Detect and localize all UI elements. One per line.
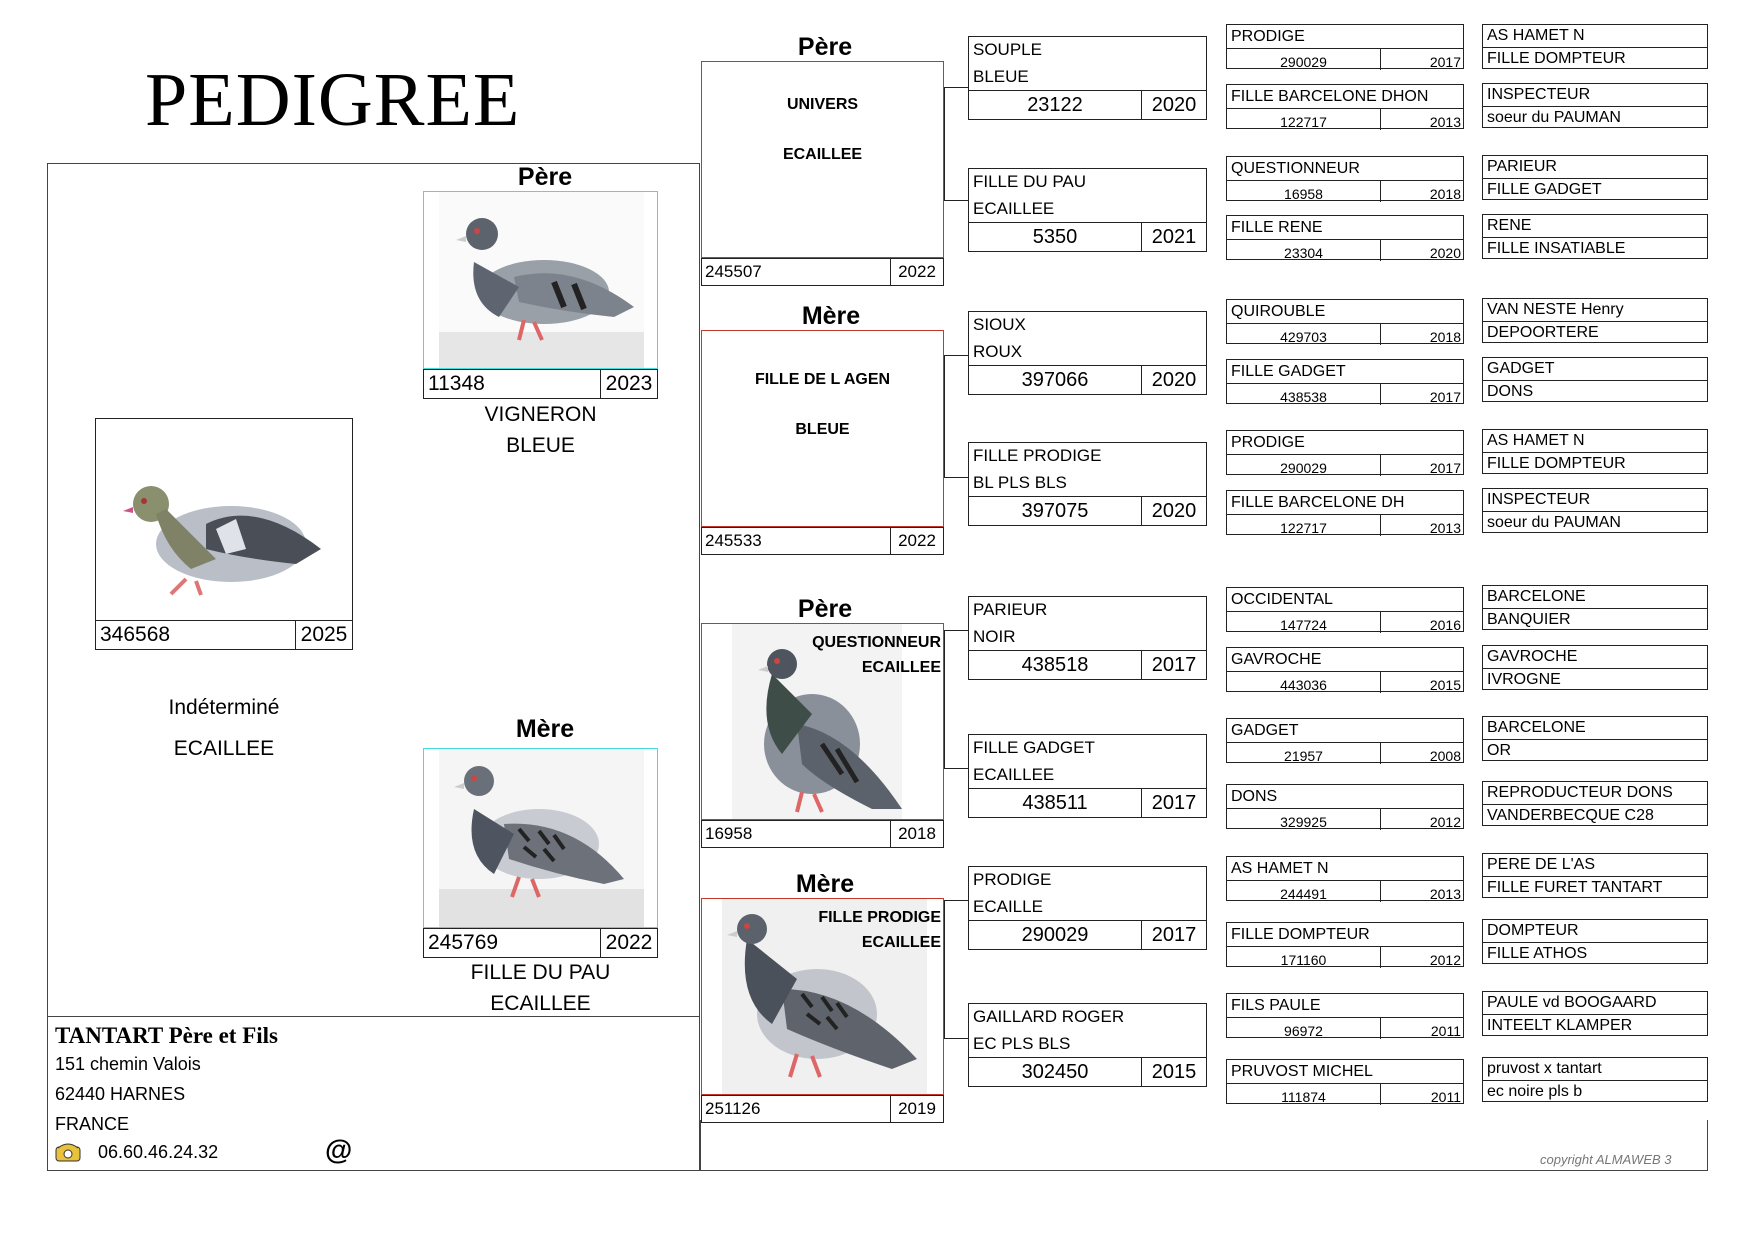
gen4-year: 2011 — [1430, 1089, 1461, 1105]
connector-line — [944, 900, 945, 1038]
pigeon-image — [424, 192, 657, 368]
connector-line — [944, 630, 968, 631]
gen4-ring: 147724 — [1227, 612, 1381, 633]
gen5-dam: ec noire pls b — [1487, 1083, 1583, 1100]
gen3-ring: 302450 — [969, 1058, 1142, 1086]
gen4-box — [1226, 299, 1464, 344]
gen4-box — [1226, 359, 1464, 404]
gen5-dam: IVROGNE — [1487, 671, 1561, 688]
connector-line — [944, 477, 968, 478]
email-icon[interactable]: @ — [325, 1134, 353, 1165]
gen5-sire: GADGET — [1483, 358, 1707, 381]
breeder-name: TANTART Père et Fils — [55, 1023, 278, 1048]
gen4-name: AS HAMET N — [1227, 857, 1463, 881]
gen3-line2: BLEUE — [973, 67, 1029, 86]
gen4-name: PRODIGE — [1227, 25, 1463, 49]
gm-pat-box — [701, 330, 944, 527]
gen4-box — [1226, 84, 1464, 129]
gen5-sire: PERE DE L'AS — [1483, 854, 1707, 877]
connector-line — [944, 200, 968, 201]
gen4-box — [1226, 647, 1464, 692]
gen3-year: 2020 — [1151, 499, 1197, 522]
father-year: 2023 — [605, 372, 653, 395]
gen3-year: 2021 — [1151, 225, 1197, 248]
gm-mat-color: ECAILLEE — [861, 934, 941, 951]
gen5-box — [1482, 716, 1708, 761]
mother-year: 2022 — [605, 931, 653, 954]
gen3-year: 2020 — [1151, 368, 1197, 391]
gen5-box — [1482, 781, 1708, 826]
gen4-year: 2012 — [1429, 814, 1461, 830]
gm-mat-box — [701, 898, 944, 1095]
gen3-line2: EC PLS BLS — [973, 1034, 1071, 1053]
connector-line — [944, 900, 968, 901]
gen4-box — [1226, 215, 1464, 260]
breeder-city: 62440 HARNES — [55, 1084, 186, 1104]
gen4-year: 2011 — [1430, 1023, 1461, 1039]
gen3-box — [968, 36, 1207, 120]
gen5-sire: GAVROCHE — [1483, 646, 1707, 669]
gen4-box — [1226, 24, 1464, 69]
gen4-ring: 122717 — [1227, 109, 1381, 130]
gen4-name: FILLE BARCELONE DHON — [1227, 85, 1463, 109]
gen4-name: FILS PAULE — [1227, 994, 1463, 1018]
father-ring-box — [423, 369, 658, 399]
gen4-box — [1226, 784, 1464, 829]
connector-line — [944, 355, 945, 477]
gen5-dam: VANDERBECQUE C28 — [1487, 807, 1654, 824]
gen4-year: 2017 — [1429, 54, 1461, 70]
gf-pat-ring: 245507 — [702, 259, 891, 285]
gf-pat-year: 2022 — [898, 262, 936, 281]
gen4-ring: 122717 — [1227, 515, 1381, 536]
gen5-dam: FILLE DOMPTEUR — [1487, 50, 1626, 67]
gen5-box — [1482, 585, 1708, 630]
gen4-year: 2017 — [1429, 389, 1461, 405]
mother-name: FILLE DU PAU — [470, 961, 611, 984]
gen5-box — [1482, 919, 1708, 964]
gen3-box — [968, 168, 1207, 252]
gen4-ring: 111874 — [1227, 1084, 1381, 1105]
gen3-box — [968, 866, 1207, 950]
gen4-box — [1226, 430, 1464, 475]
gen4-ring: 23304 — [1227, 240, 1381, 261]
gm-pat-ring-box — [701, 527, 944, 555]
gen3-ring: 23122 — [969, 91, 1142, 119]
pigeon-image — [424, 749, 657, 927]
gf-mat-name: QUESTIONNEUR — [812, 634, 941, 651]
connector-line — [944, 630, 945, 768]
gen3-year: 2017 — [1151, 791, 1197, 814]
gf-mat-year: 2018 — [898, 824, 936, 843]
subject-ring-box — [95, 620, 353, 650]
gen4-box — [1226, 1059, 1464, 1104]
gf-pat-box — [701, 61, 944, 258]
gen3-ring: 438511 — [969, 789, 1142, 817]
father-photo — [423, 191, 658, 369]
mother-color: ECAILLEE — [490, 992, 591, 1015]
gen4-name: FILLE BARCELONE DH — [1227, 491, 1463, 515]
gen3-box — [968, 442, 1207, 526]
gen3-box — [968, 1003, 1207, 1087]
gen5-sire: AS HAMET N — [1483, 25, 1707, 48]
gen3-line1: FILLE PRODIGE — [973, 446, 1102, 465]
gen5-dam: OR — [1487, 742, 1511, 759]
mother-ring-box — [423, 928, 658, 958]
gf-pat-color: ECAILLEE — [782, 146, 863, 163]
gen4-name: OCCIDENTAL — [1227, 588, 1463, 612]
gen5-sire: PAULE vd BOOGAARD — [1483, 992, 1707, 1015]
gen3-ring: 397075 — [969, 497, 1142, 525]
gen3-ring: 290029 — [969, 921, 1142, 949]
gf-pat-header: Père — [797, 33, 853, 61]
subject-photo-frame — [95, 418, 353, 621]
connector-line — [944, 768, 968, 769]
gen3-year: 2017 — [1151, 923, 1197, 946]
gen3-line2: BL PLS BLS — [973, 473, 1067, 492]
gen5-dam: BANQUIER — [1487, 611, 1571, 628]
gen4-year: 2013 — [1429, 886, 1461, 902]
copyright: copyright ALMAWEB 3 — [1540, 1152, 1672, 1167]
gen4-name: FILLE RENE — [1227, 216, 1463, 240]
gf-mat-header: Père — [797, 595, 853, 623]
gen5-sire: REPRODUCTEUR DONS — [1483, 782, 1707, 805]
gen4-year: 2012 — [1429, 952, 1461, 968]
gen4-box — [1226, 993, 1464, 1038]
gen3-line1: FILLE GADGET — [973, 738, 1095, 757]
gen3-line2: ROUX — [973, 342, 1023, 361]
connector-line — [944, 355, 968, 356]
gf-pat-name: UNIVERS — [786, 96, 859, 113]
gen5-dam: INTEELT KLAMPER — [1487, 1017, 1633, 1034]
gen5-box — [1482, 155, 1708, 200]
gen4-ring: 443036 — [1227, 672, 1381, 693]
pigeon-image — [702, 899, 943, 1094]
page-title: PEDIGREE — [145, 58, 521, 142]
gen5-sire: INSPECTEUR — [1483, 84, 1707, 107]
gm-pat-ring: 245533 — [702, 528, 891, 554]
gen4-year: 2018 — [1429, 186, 1461, 202]
gen4-ring: 21957 — [1227, 743, 1381, 764]
gen5-sire: BARCELONE — [1483, 586, 1707, 609]
gen4-name: GADGET — [1227, 719, 1463, 743]
gen3-line1: GAILLARD ROGER — [973, 1007, 1125, 1026]
gen3-year: 2020 — [1151, 93, 1197, 116]
gen5-box — [1482, 214, 1708, 259]
gen3-box — [968, 311, 1207, 395]
pigeon-image — [702, 624, 943, 819]
gen4-box — [1226, 922, 1464, 967]
gen5-dam: FILLE FURET TANTART — [1487, 879, 1663, 896]
gen3-line2: NOIR — [973, 627, 1016, 646]
gen3-line1: PRODIGE — [973, 870, 1052, 889]
gen5-box — [1482, 429, 1708, 474]
gen4-year: 2013 — [1429, 520, 1461, 536]
gen5-sire: BARCELONE — [1483, 717, 1707, 740]
father-name: VIGNERON — [484, 403, 597, 426]
gen5-box — [1482, 357, 1708, 402]
gen4-ring: 290029 — [1227, 49, 1381, 70]
gen5-dam: soeur du PAUMAN — [1487, 514, 1621, 531]
gen3-line2: ECAILLEE — [973, 199, 1055, 218]
gen5-box — [1482, 991, 1708, 1036]
subject-sex: Indéterminé — [168, 696, 280, 719]
gf-mat-ring: 16958 — [702, 821, 891, 847]
gen5-dam: FILLE GADGET — [1487, 181, 1602, 198]
phone-icon — [55, 1140, 81, 1162]
gen3-line1: SIOUX — [973, 315, 1026, 334]
gen5-sire: VAN NESTE Henry — [1483, 299, 1707, 322]
gen5-dam: FILLE INSATIABLE — [1487, 240, 1626, 257]
gen4-ring: 329925 — [1227, 809, 1381, 830]
gen5-dam: FILLE DOMPTEUR — [1487, 455, 1626, 472]
gen5-sire: pruvost x tantart — [1483, 1058, 1707, 1081]
gen3-line1: FILLE DU PAU — [973, 172, 1087, 191]
gen4-name: DONS — [1227, 785, 1463, 809]
gen5-box — [1482, 298, 1708, 343]
gen3-year: 2017 — [1151, 653, 1197, 676]
gen4-box — [1226, 587, 1464, 632]
gen4-year: 2008 — [1429, 748, 1461, 764]
gen4-box — [1226, 156, 1464, 201]
gen4-year: 2018 — [1429, 329, 1461, 345]
breeder-phone: 06.60.46.24.32 — [98, 1142, 219, 1162]
gm-pat-color: BLEUE — [795, 421, 850, 438]
gen5-dam: DEPOORTERE — [1487, 324, 1599, 341]
connector-line — [944, 1038, 968, 1039]
gen3-line2: ECAILLEE — [973, 765, 1055, 784]
gen4-name: QUESTIONNEUR — [1227, 157, 1463, 181]
gm-mat-name: FILLE PRODIGE — [818, 909, 941, 926]
breeder-divider — [47, 1016, 700, 1017]
gen4-year: 2017 — [1429, 460, 1461, 476]
gen3-box — [968, 596, 1207, 680]
mother-ring: 245769 — [424, 929, 601, 957]
gen3-ring: 438518 — [969, 651, 1142, 679]
gen3-line2: ECAILLE — [973, 897, 1043, 916]
gen5-box — [1482, 853, 1708, 898]
gm-mat-ring-box — [701, 1095, 944, 1123]
gen5-dam: soeur du PAUMAN — [1487, 109, 1621, 126]
gm-mat-ring: 251126 — [702, 1096, 891, 1122]
gm-pat-header: Mère — [801, 302, 861, 330]
gen4-name: PRUVOST MICHEL — [1227, 1060, 1463, 1084]
gen5-box — [1482, 488, 1708, 533]
gm-mat-header: Mère — [795, 870, 855, 898]
gen5-dam: DONS — [1487, 383, 1534, 400]
gen4-box — [1226, 718, 1464, 763]
gm-pat-year: 2022 — [898, 531, 936, 550]
mother-header: Mère — [515, 715, 575, 743]
gen3-year: 2015 — [1151, 1060, 1197, 1083]
gen3-line1: SOUPLE — [973, 40, 1042, 59]
connector-line — [944, 87, 945, 201]
gen4-box — [1226, 856, 1464, 901]
gen4-ring: 96972 — [1227, 1018, 1381, 1039]
gen5-box — [1482, 24, 1708, 69]
gen4-box — [1226, 490, 1464, 535]
gen5-dam: FILLE ATHOS — [1487, 945, 1588, 962]
gf-mat-ring-box — [701, 820, 944, 848]
gf-mat-box — [701, 623, 944, 820]
gen4-year: 2015 — [1429, 677, 1461, 693]
gm-mat-year: 2019 — [898, 1099, 936, 1118]
gen5-sire: DOMPTEUR — [1483, 920, 1707, 943]
gf-mat-color: ECAILLEE — [861, 659, 941, 676]
gen5-sire: INSPECTEUR — [1483, 489, 1707, 512]
father-header: Père — [517, 163, 573, 191]
gen5-box — [1482, 645, 1708, 690]
gen4-name: FILLE GADGET — [1227, 360, 1463, 384]
gf-pat-ring-box — [701, 258, 944, 286]
connector-line — [944, 87, 968, 88]
gen4-name: GAVROCHE — [1227, 648, 1463, 672]
gen4-ring: 438538 — [1227, 384, 1381, 405]
pigeon-image — [96, 419, 352, 619]
subject-ring: 346568 — [96, 621, 296, 649]
gen4-year: 2016 — [1429, 617, 1461, 633]
gen4-ring: 290029 — [1227, 455, 1381, 476]
gen4-name: FILLE DOMPTEUR — [1227, 923, 1463, 947]
gen4-ring: 16958 — [1227, 181, 1381, 202]
gen5-box — [1482, 1057, 1708, 1102]
gen4-ring: 429703 — [1227, 324, 1381, 345]
father-ring: 11348 — [424, 370, 601, 398]
gen3-line1: PARIEUR — [973, 600, 1048, 619]
gen5-sire: RENE — [1483, 215, 1707, 238]
father-color: BLEUE — [506, 434, 575, 457]
gen4-name: PRODIGE — [1227, 431, 1463, 455]
subject-color: ECAILLEE — [173, 737, 275, 760]
breeder-street: 151 chemin Valois — [55, 1054, 201, 1074]
gen5-box — [1482, 83, 1708, 128]
gen3-ring: 397066 — [969, 366, 1142, 394]
gen3-ring: 5350 — [969, 223, 1142, 251]
subject-year: 2025 — [300, 623, 348, 646]
gen5-sire: AS HAMET N — [1483, 430, 1707, 453]
breeder-country: FRANCE — [55, 1114, 130, 1134]
gen4-ring: 244491 — [1227, 881, 1381, 902]
gm-pat-name: FILLE DE L AGEN — [754, 371, 891, 388]
gen4-name: QUIROUBLE — [1227, 300, 1463, 324]
gen4-year: 2013 — [1429, 114, 1461, 130]
gen3-box — [968, 734, 1207, 818]
gen4-ring: 171160 — [1227, 947, 1381, 968]
gen5-sire: PARIEUR — [1483, 156, 1707, 179]
mother-photo — [423, 748, 658, 928]
gen4-year: 2020 — [1429, 245, 1461, 261]
